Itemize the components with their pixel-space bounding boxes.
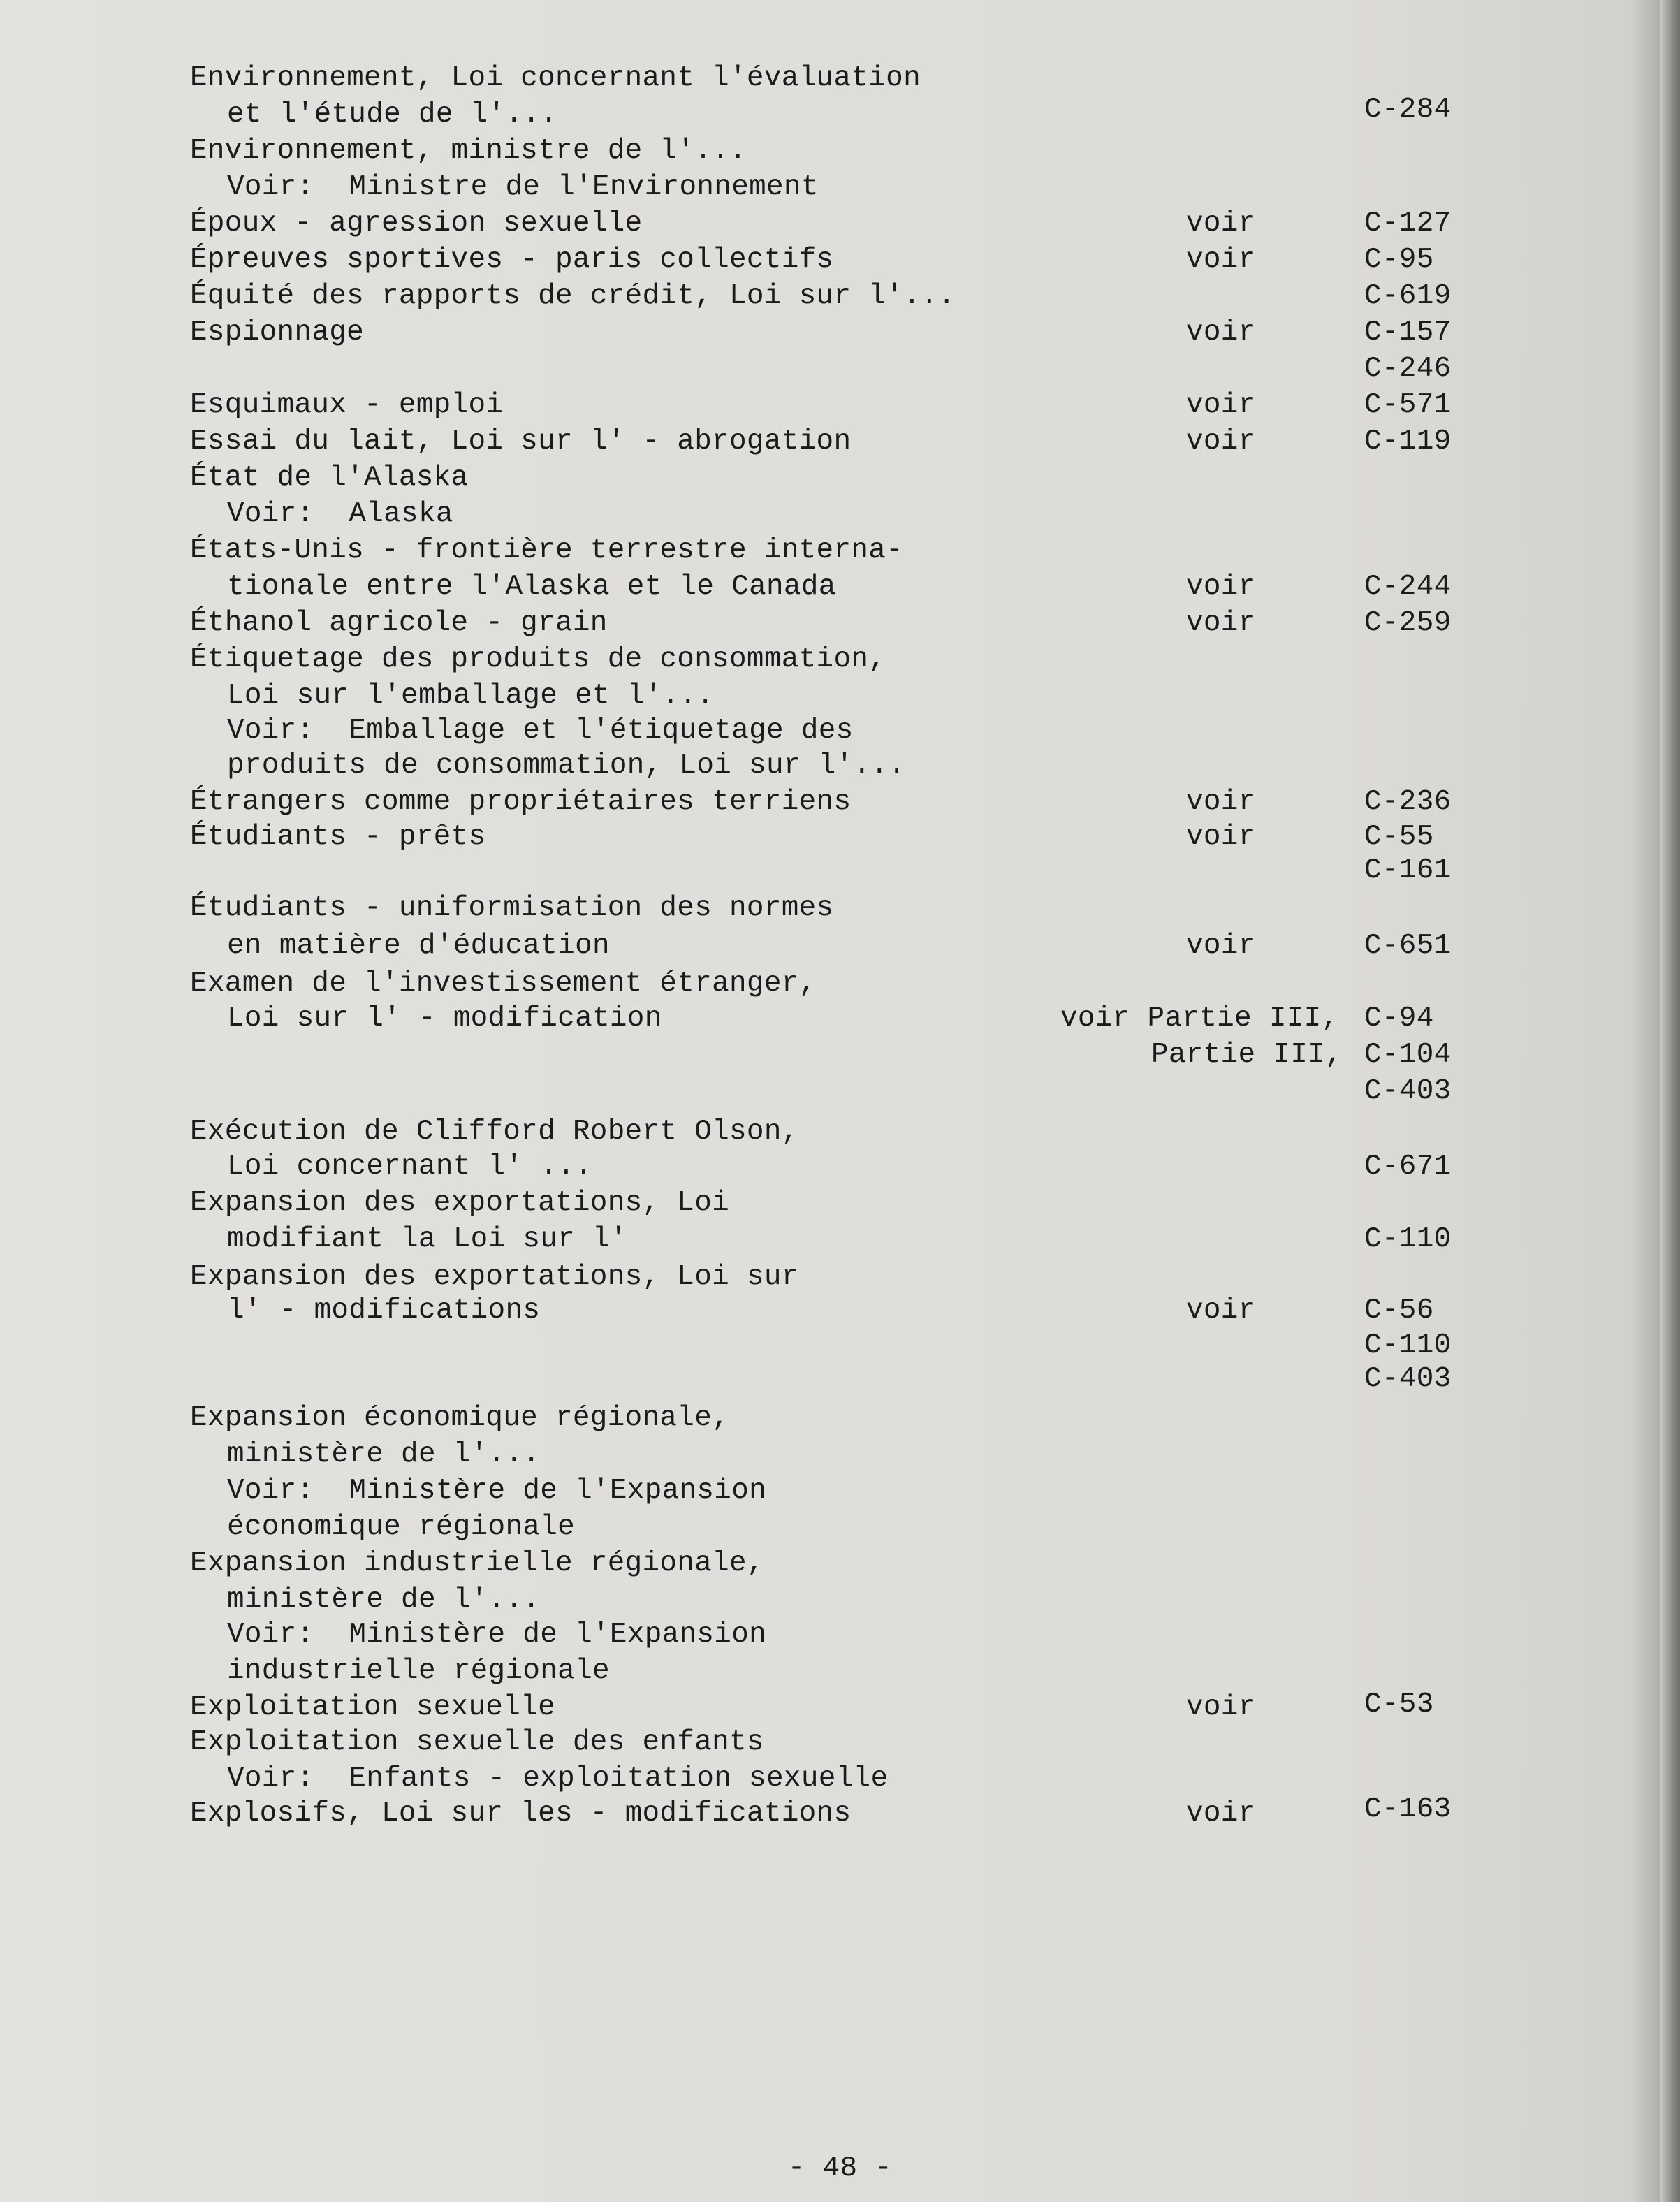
index-term-continuation: tionale entre l'Alaska et le Canada [227, 571, 836, 603]
see-reference-continuation: économique régionale [227, 1511, 576, 1543]
index-term: Étrangers comme propriétaires terriens [190, 786, 852, 818]
index-term-continuation: ministère de l'... [227, 1584, 541, 1616]
bill-code: C-53 [1364, 1689, 1434, 1721]
index-term: Expansion industrielle régionale, [190, 1547, 764, 1580]
index-term: Environnement, Loi concernant l'évaluation [190, 62, 921, 94]
index-term: Exécution de Clifford Robert Olson, [190, 1116, 799, 1148]
index-term-continuation: ministère de l'... [227, 1438, 541, 1471]
see-reference: Voir: Ministère de l'Expansion [227, 1475, 767, 1507]
bill-code: C-284 [1364, 94, 1452, 126]
index-term: Étudiants - prêts [190, 821, 486, 853]
voir-label: voir [1186, 1691, 1256, 1723]
voir-label: voir [1186, 1295, 1256, 1327]
see-reference-continuation: industrielle régionale [227, 1655, 610, 1687]
index-term-continuation: et l'étude de l'... [227, 99, 558, 131]
bill-code: C-110 [1364, 1223, 1452, 1255]
index-term: Époux - agression sexuelle [190, 207, 643, 240]
see-reference: Voir: Enfants - exploitation sexuelle [227, 1763, 889, 1795]
voir-label: voir [1186, 207, 1256, 240]
bill-code: C-259 [1364, 607, 1452, 639]
index-term: Épreuves sportives - paris collectifs [190, 244, 834, 276]
index-term: Éthanol agricole - grain [190, 607, 608, 639]
bill-code: C-619 [1364, 280, 1452, 312]
page-number: - 48 - [787, 2152, 893, 2185]
bill-code: C-403 [1364, 1363, 1452, 1395]
bill-code: C-244 [1364, 571, 1452, 603]
index-term-continuation: Loi concernant l' ... [227, 1151, 592, 1183]
voir-label: voir [1186, 316, 1256, 349]
bill-code: C-571 [1364, 389, 1452, 421]
bill-code: C-671 [1364, 1151, 1452, 1183]
voir-part-label: voir Partie III, [1060, 1002, 1339, 1035]
index-term: Exploitation sexuelle [190, 1691, 555, 1723]
voir-label: voir [1186, 425, 1256, 458]
part-label: Partie III, [1151, 1039, 1343, 1071]
bill-code: C-163 [1364, 1793, 1452, 1825]
index-term: Espionnage [190, 316, 365, 349]
see-reference: Voir: Ministère de l'Expansion [227, 1619, 767, 1651]
index-term: Examen de l'investissement étranger, [190, 968, 817, 1000]
see-reference: Voir: Ministre de l'Environnement [227, 171, 819, 203]
index-term: États-Unis - frontière terrestre interna- [190, 534, 904, 567]
bill-code: C-119 [1364, 425, 1452, 458]
index-term: Expansion des exportations, Loi [190, 1187, 730, 1219]
index-term: Exploitation sexuelle des enfants [190, 1726, 764, 1758]
bill-code: C-127 [1364, 207, 1452, 240]
index-term-continuation: modifiant la Loi sur l' [227, 1223, 627, 1255]
voir-label: voir [1186, 821, 1256, 853]
voir-label: voir [1186, 1798, 1256, 1830]
bill-code: C-104 [1364, 1039, 1452, 1071]
voir-label: voir [1186, 244, 1256, 276]
index-term: Essai du lait, Loi sur l' - abrogation [190, 425, 852, 458]
bill-code: C-246 [1364, 353, 1452, 385]
voir-label: voir [1186, 571, 1256, 603]
bill-code: C-651 [1364, 930, 1452, 962]
index-term-continuation: Loi sur l'emballage et l'... [227, 680, 715, 712]
index-term-continuation: en matière d'éducation [227, 930, 610, 962]
index-term-continuation: l' - modifications [227, 1295, 541, 1327]
bill-code: C-94 [1364, 1002, 1434, 1035]
index-term: Étiquetage des produits de consommation, [190, 643, 886, 676]
index-term: État de l'Alaska [190, 462, 469, 494]
bill-code: C-157 [1364, 316, 1452, 349]
voir-label: voir [1186, 389, 1256, 421]
page-edge-shadow [1660, 0, 1680, 2202]
bill-code: C-56 [1364, 1295, 1434, 1327]
index-term: Esquimaux - emploi [190, 389, 504, 421]
bill-code: C-55 [1364, 821, 1434, 853]
bill-code: C-403 [1364, 1075, 1452, 1107]
voir-label: voir [1186, 930, 1256, 962]
bill-code: C-95 [1364, 244, 1434, 276]
index-term-continuation: Loi sur l' - modification [227, 1002, 662, 1035]
index-term: Explosifs, Loi sur les - modifications [190, 1798, 852, 1830]
bill-code: C-236 [1364, 786, 1452, 818]
index-term: Expansion des exportations, Loi sur [190, 1261, 799, 1293]
index-term: Environnement, ministre de l'... [190, 135, 747, 167]
index-term: Expansion économique régionale, [190, 1402, 730, 1434]
index-term: Équité des rapports de crédit, Loi sur l'... [190, 280, 956, 312]
index-term: Étudiants - uniformisation des normes [190, 892, 834, 924]
see-reference: Voir: Alaska [227, 498, 453, 530]
bill-code: C-110 [1364, 1329, 1452, 1362]
see-reference-continuation: produits de consommation, Loi sur l'... [227, 750, 906, 782]
voir-label: voir [1186, 786, 1256, 818]
voir-label: voir [1186, 607, 1256, 639]
see-reference: Voir: Emballage et l'étiquetage des [227, 715, 854, 747]
bill-code: C-161 [1364, 854, 1452, 887]
